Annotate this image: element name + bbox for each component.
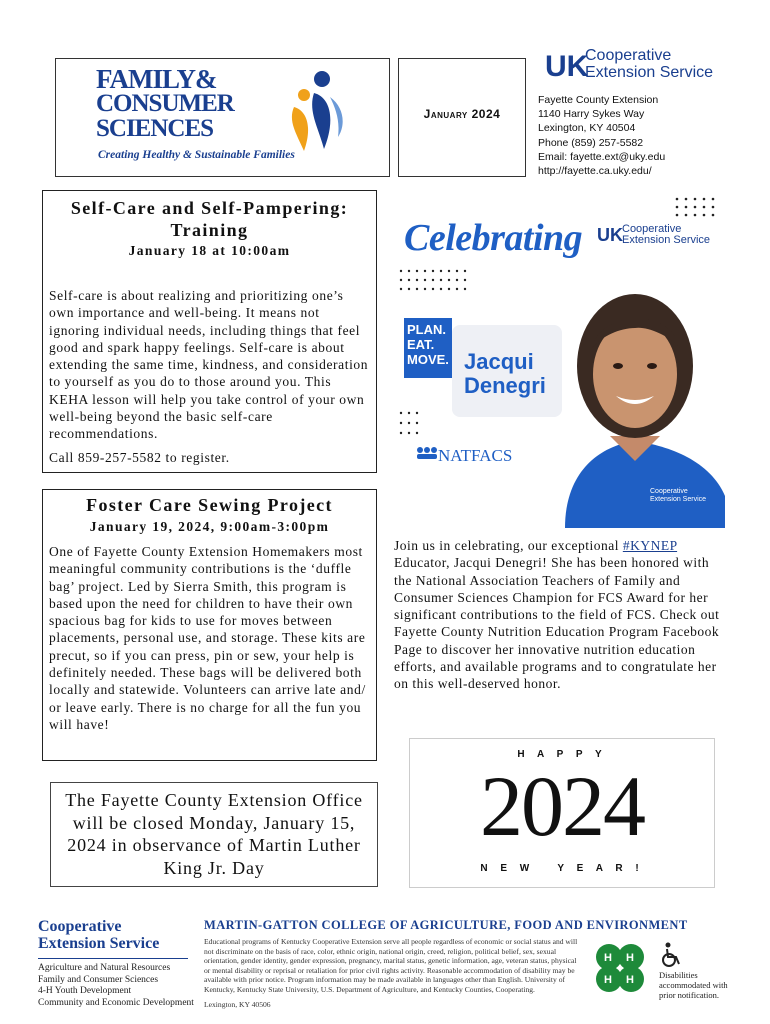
address-line: 1140 Harry Sykes Way xyxy=(538,108,645,121)
celeb-uk-line1: Cooperative xyxy=(622,223,682,235)
kynep-paragraph xyxy=(394,537,729,693)
selfcare-section xyxy=(42,190,377,473)
foster-section xyxy=(42,489,377,761)
honoree-name xyxy=(464,350,546,398)
natfacs-icon xyxy=(416,446,438,460)
uk-logo-line1: Cooperative xyxy=(585,47,672,64)
logo-tagline: Creating Healthy & Sustainable Families xyxy=(98,149,295,161)
uk-icon xyxy=(545,46,589,83)
selfcare-title: Self-Care and Self-Pampering: Training xyxy=(70,198,349,240)
family-figure-icon xyxy=(284,67,350,157)
footer-unit: Agriculture and Natural Resources xyxy=(38,963,171,973)
happy-label: H A P P Y xyxy=(517,749,607,760)
shirt-logo-text: Cooperative Extension Service xyxy=(650,488,707,503)
uk-logo-line2: Extension Service xyxy=(585,64,714,81)
issue-date: January 2024 xyxy=(423,107,501,121)
dot-pattern-icon xyxy=(674,196,722,218)
pem-line3: MOVE. xyxy=(407,352,449,367)
kynep-text-rest: Educator, Jacqui Denegri! She has been honored with the National Association Teachers of Family and Consumer Sciences Champion for FCS Award for her significant contributions to the field of FCS. Check out Fayette County Nutrition Education Program Facebook Page to discover her innovative nutrition education efforts, and available programs and to congratulate her on this well-deserved honor. xyxy=(394,555,720,692)
website-line: http://fayette.ca.uky.edu/ xyxy=(538,165,652,178)
logo-line-sciences: SCIENCES xyxy=(96,115,214,142)
celeb-uk-line2: Extension Service xyxy=(622,234,711,246)
kynep-hashtag-link[interactable]: #KYNEP xyxy=(622,538,678,553)
logo-line-consumer: CONSUMER xyxy=(96,90,234,117)
svg-text:H: H xyxy=(604,974,612,986)
selfcare-date: January 18 at 10:00am xyxy=(128,243,291,258)
pem-line1: PLAN. xyxy=(407,322,446,337)
wheelchair-icon xyxy=(660,942,682,968)
footer-legal-text xyxy=(204,937,584,1009)
disability-note: Disabilities accommodated with prior notification. xyxy=(659,970,728,1000)
year-label: 2024 xyxy=(480,758,644,854)
footer-unit: Community and Economic Development xyxy=(38,997,194,1008)
svg-text:UK: UK xyxy=(597,225,623,245)
address-line: Lexington, KY 40504 xyxy=(538,122,636,135)
footer-city: Lexington, KY 40506 xyxy=(204,999,271,1009)
address-block xyxy=(538,93,665,178)
plan-eat-move-logo xyxy=(404,318,452,378)
uk-icon xyxy=(597,223,621,245)
svg-text:UK: UK xyxy=(545,50,589,83)
footer-unit: Family and Consumer Sciences xyxy=(38,974,159,985)
foster-date: January 19, 2024, 9:00am-3:00pm xyxy=(89,519,330,534)
address-line: Phone (859) 257-5582 xyxy=(538,136,644,149)
footer-ces-line2: Extension Service xyxy=(38,935,160,952)
email-line: Email: fayette.ext@uky.edu xyxy=(538,150,666,163)
footer-nondiscrimination: Educational programs of Kentucky Cooperative Extension serve all people regardless of economic or social status and will not discriminate on the basis of race, color, ethnic origin, national origin, creed, religion, political belief, sex, sexual orientation, gender identity, gender expression, pregnancy, marital status, genetic information, age, veteran status, physical or mental disability or reprisal or retaliation for prior civil rights activity. Reasonable accommodation of disability may be available with prior notice. Program information may be made available in languages other than English. University of Kentucky, Kentucky State University, U.S. Department of Agriculture, and Kentucky Counties, Cooperating. xyxy=(204,937,578,994)
4h-clover-icon xyxy=(588,936,652,1000)
office-closed-notice xyxy=(50,782,378,887)
address-line: Fayette County Extension xyxy=(538,94,659,106)
dot-pattern-icon xyxy=(398,268,470,298)
natfacs-logo: NATFACS xyxy=(438,446,513,465)
footer-unit: 4-H Youth Development xyxy=(38,986,132,996)
footer-divider xyxy=(38,958,188,959)
celebrating-heading: Celebrating xyxy=(404,217,583,259)
svg-text:H: H xyxy=(626,974,634,986)
logo-line-family: FAMILY& xyxy=(96,64,217,94)
svg-text:H: H xyxy=(604,952,612,964)
new-year-label: N E W Y E A R ! xyxy=(480,863,644,874)
dot-pattern-icon xyxy=(398,410,420,438)
honoree-last-name: Denegri xyxy=(464,373,546,398)
selfcare-body: Self-care is about realizing and prioritizing one’s own importance and well-being. It means not ignoring individual needs, including things that feel good and spark happy feelings. Self-care is about extending the same time, kindness, and consideration to yourself as you do to those around you. This KEHA lesson will help you take control of your own well-being beyond the basic self-care recommendations. xyxy=(49,288,369,442)
footer-college: MARTIN-GATTON COLLEGE OF AGRICULTURE, FOOD AND ENVIRONMENT xyxy=(204,918,688,932)
foster-body: One of Fayette County Extension Homemakers most meaningful community contributions is the ‘duffle bag’ project. Led by Sierra Smith, this program is based upon the need for children to have their own spacious bag for kids to use for moves between placements, personal use, and storage. These kits are precut, so if you can press, pin or sew, your help is definitely needed. These bags will be delivered both locally and statewide. Volunteers can arrive late and/ or leave early. There is no charge for all the fun you will have! xyxy=(49,544,366,732)
fcs-logo-box xyxy=(55,58,390,177)
celebration-graphic xyxy=(392,188,725,528)
issue-date-box xyxy=(398,58,526,177)
selfcare-register: Call 859-257-5582 to register. xyxy=(49,450,230,465)
footer-ces-line1: Cooperative xyxy=(38,918,122,935)
honoree-first-name: Jacqui xyxy=(464,349,534,374)
kynep-text-start: Join us in celebrating, our exceptional xyxy=(394,538,623,553)
svg-text:H: H xyxy=(626,952,634,964)
pem-line2: EAT. xyxy=(407,337,435,352)
foster-title: Foster Care Sewing Project xyxy=(86,495,333,515)
office-closed-text: The Fayette County Extension Office will be closed Monday, January 15, 2024 in observance of Martin Luther King Jr. Day xyxy=(65,790,363,878)
happy-new-year-graphic xyxy=(409,738,715,888)
footer-ces-logo xyxy=(38,918,194,1009)
